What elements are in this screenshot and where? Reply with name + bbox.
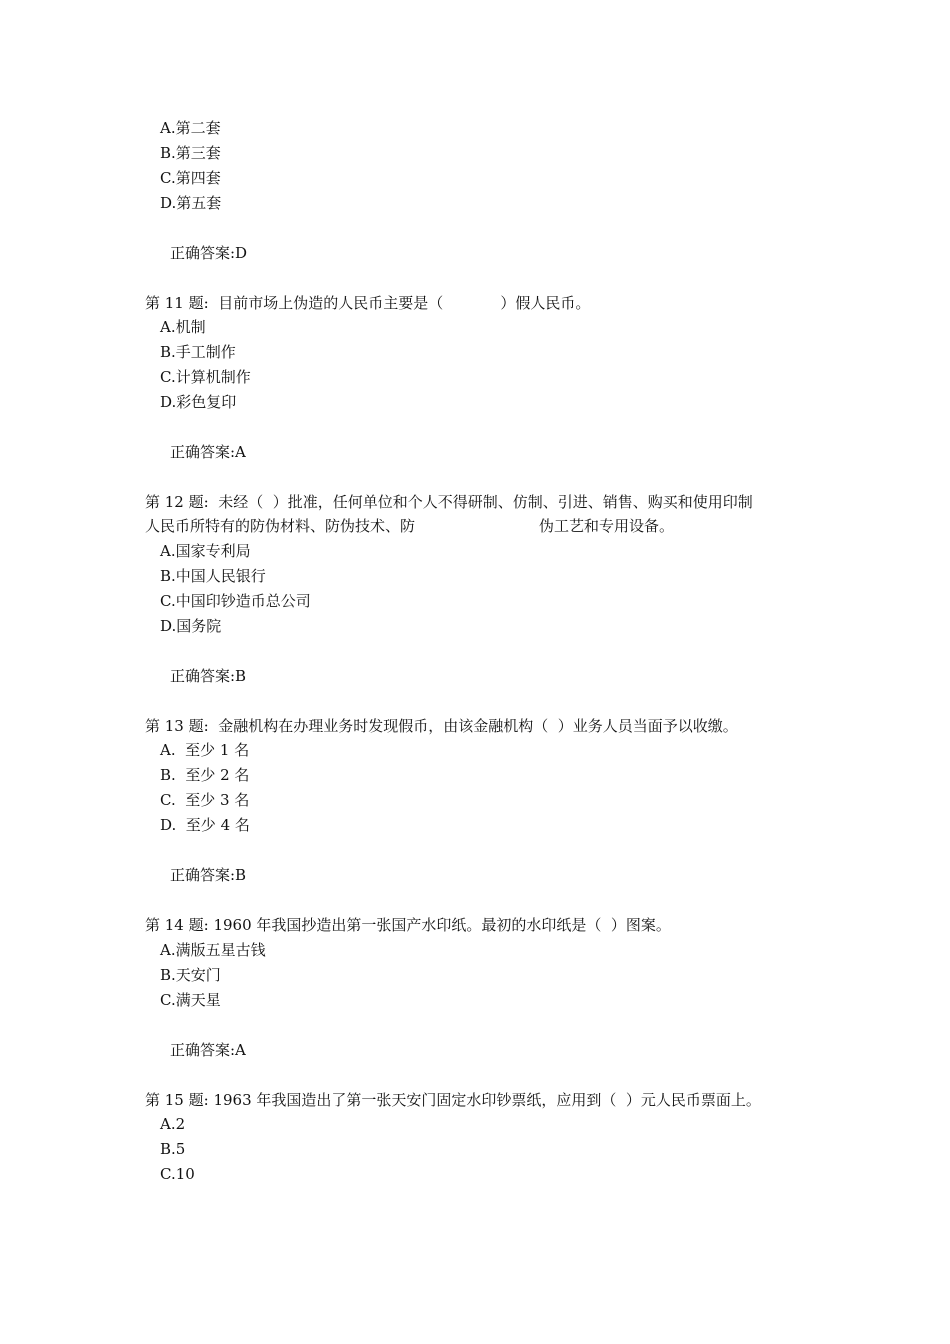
q13-option-d: D. 至少 4 名 — [160, 816, 250, 834]
q12-option-b: B.中国人民银行 — [160, 567, 266, 585]
q12-question-line-1: 第 12 题: 未经（ ）批准，任何单位和个人不得研制、仿制、引进、销售、购买和使用印制 — [145, 493, 753, 511]
q10-answer: 正确答案:D — [170, 244, 248, 262]
q12-answer: 正确答案:B — [170, 667, 247, 685]
q11-question: 第 11 题: 目前市场上伪造的人民币主要是（ ）假人民币。 — [145, 294, 591, 312]
q12-option-d: D.国务院 — [160, 617, 222, 635]
q11-answer: 正确答案:A — [170, 443, 246, 461]
q15-option-c: C.10 — [160, 1165, 195, 1183]
q12-option-c: C.中国印钞造币总公司 — [160, 592, 311, 610]
q13-question: 第 13 题: 金融机构在办理业务时发现假币，由该金融机构（ ）业务人员当面予以收缴。 — [145, 717, 738, 735]
q15-option-a: A.2 — [160, 1115, 186, 1133]
q14-question: 第 14 题: 1960 年我国抄造出第一张国产水印纸。最初的水印纸是（ ）图案。 — [145, 916, 671, 934]
q12-option-a: A.国家专利局 — [160, 542, 251, 560]
q10-option-a: A.第二套 — [160, 119, 221, 137]
q14-option-a: A.满版五星古钱 — [160, 941, 266, 959]
q13-option-c: C. 至少 3 名 — [160, 791, 250, 809]
q15-question: 第 15 题: 1963 年我国造出了第一张天安门固定水印钞票纸，应用到（ ）元人民币票面上。 — [145, 1091, 761, 1109]
q10-option-d: D.第五套 — [160, 194, 222, 212]
q11-option-a: A.机制 — [160, 318, 206, 336]
q13-answer: 正确答案:B — [170, 866, 247, 884]
q10-option-c: C.第四套 — [160, 169, 221, 187]
q10-option-b: B.第三套 — [160, 144, 221, 162]
q14-option-c: C.满天星 — [160, 991, 221, 1009]
q15-option-b: B.5 — [160, 1140, 186, 1158]
q14-option-b: B.天安门 — [160, 966, 221, 984]
q12-question-line-2: 人民币所特有的防伪材料、防伪技术、防 伪工艺和专用设备。 — [145, 517, 674, 535]
q11-option-d: D.彩色复印 — [160, 393, 237, 411]
q11-option-c: C.计算机制作 — [160, 368, 251, 386]
q13-option-b: B. 至少 2 名 — [160, 766, 250, 784]
q13-option-a: A. 至少 1 名 — [160, 741, 250, 759]
q11-option-b: B.手工制作 — [160, 343, 236, 361]
q14-answer: 正确答案:A — [170, 1041, 246, 1059]
